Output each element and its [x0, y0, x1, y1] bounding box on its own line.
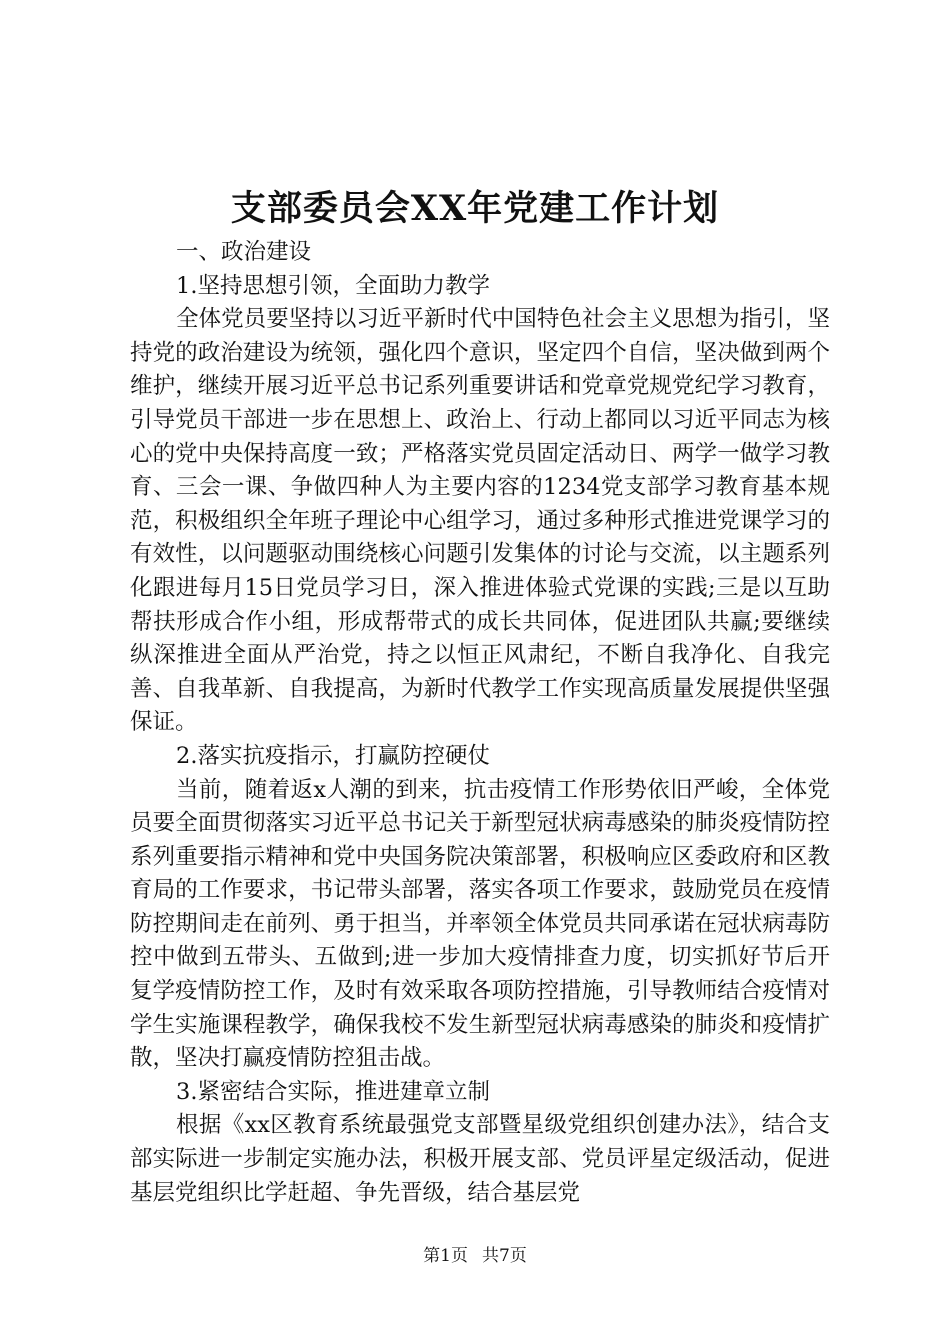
- document-body: [130, 236, 830, 1210]
- page-total: 共7页: [482, 1246, 527, 1266]
- subsection-heading-3: 3.紧密结合实际，推进建章立制: [176, 1078, 490, 1105]
- paragraph-1: 全体党员要坚持以习近平新时代中国特色社会主义思想为指引，坚持党的政治建设为统领，强化四个意识，坚定四个自信，坚决做到两个维护，继续开展习近平总书记系列重要讲话和党章党规党纪学习教育，引导党员干部进一步在思想上、政治上、行动上都同以习近平同志为核心的党中央保持高度一致；严格落实党员固定活动日、两学一做学习教育、三会一课、争做四种人为主要内容的1234党支部学习教育基本规范，积极组织全年班子理论中心组学习，通过多种形式推进党课学习的有效性，以问题驱动围绕核心问题引发集体的讨论与交流，以主题系列化跟进每月15日党员学习日，深入推进体验式党课的实践;三是以互助帮扶形成合作小组，形成帮带式的成长共同体，促进团队共赢;要继续纵深推进全面从严治党，持之以恒正风肃纪，不断自我净化、自我完善、自我革新、自我提高，为新时代教学工作实现高质量发展提供坚强保证。: [130, 306, 830, 736]
- page-footer: [0, 1244, 950, 1268]
- page-number: 第1页: [423, 1246, 468, 1266]
- subsection-heading-2: 2.落实抗疫指示，打赢防控硬仗: [176, 742, 490, 769]
- paragraph-2: 当前，随着返x人潮的到来，抗击疫情工作形势依旧严峻，全体党员要全面贯彻落实习近平总书记关于新型冠状病毒感染的肺炎疫情防控系列重要指示精神和党中央国务院决策部署，积极响应区委政府和区教育局的工作要求，书记带头部署，落实各项工作要求，鼓励党员在疫情防控期间走在前列、勇于担当，并率领全体党员共同承诺在冠状病毒防控中做到五带头、五做到;进一步加大疫情排查力度，切实抓好节后开复学疫情防控工作，及时有效采取各项防控措施，引导教师结合疫情对学生实施课程教学，确保我校不发生新型冠状病毒感染的肺炎和疫情扩散，坚决打赢疫情防控狙击战。: [130, 776, 830, 1072]
- document-title: 支部委员会XX年党建工作计划: [230, 188, 720, 229]
- paragraph-3: 根据《xx区教育系统最强党支部暨星级党组织创建办法》，结合支部实际进一步制定实施办法，积极开展支部、党员评星定级活动，促进基层党组织比学赶超、争先晋级，结合基层党: [130, 1112, 830, 1206]
- section-heading-political: 一、政治建设: [176, 239, 312, 265]
- subsection-heading-1: 1.坚持思想引领，全面助力教学: [176, 272, 490, 299]
